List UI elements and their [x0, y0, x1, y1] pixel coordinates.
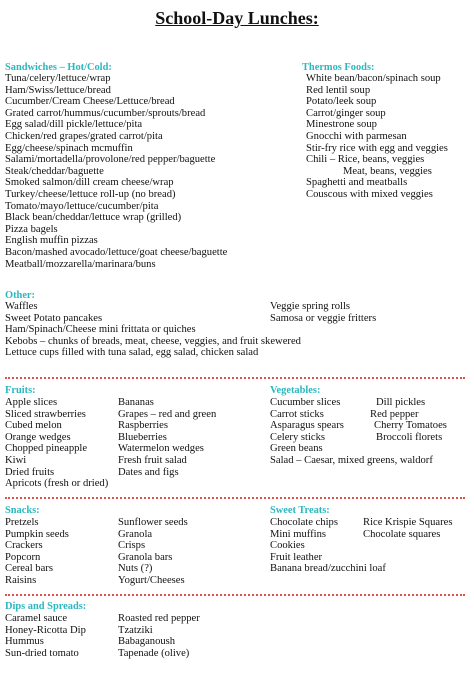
section-divider: [5, 377, 465, 379]
list-item: Blueberries: [118, 431, 167, 443]
section-divider: [5, 594, 465, 596]
list-item: Smoked salmon/dill cream cheese/wrap: [5, 177, 174, 189]
list-item: Mini muffins: [270, 528, 327, 540]
list-item: Minestrone soup: [306, 119, 377, 131]
list-item: Egg salad/dill pickle/lettuce/pita: [5, 119, 143, 131]
list-item: Salami/mortadella/provolone/red pepper/baguette: [5, 154, 216, 166]
list-item: Chili – Rice, beans, veggies: [306, 154, 425, 166]
dips-list-col1: [5, 613, 86, 659]
list-item: Yogurt/Cheeses: [118, 574, 185, 586]
list-item: Caramel sauce: [5, 613, 68, 624]
sandwiches-heading: Sandwiches – Hot/Cold:: [5, 62, 112, 73]
list-item: Crackers: [5, 540, 43, 552]
list-item: Sun-dried tomato: [5, 647, 79, 659]
list-item: Sweet Potato pancakes: [5, 312, 103, 324]
list-item: Rice Krispie Squares: [363, 517, 453, 528]
list-item: Pretzels: [5, 517, 39, 528]
list-item: Dates and figs: [118, 466, 179, 478]
vegetables-heading: Vegetables:: [270, 385, 321, 396]
list-item: Orange wedges: [5, 431, 71, 443]
sandwiches-list: [5, 73, 227, 270]
list-item: Pizza bagels: [5, 223, 58, 235]
list-item: Gnocchi with parmesan: [306, 130, 407, 142]
list-item: Egg/cheese/spinach mcmuffin: [5, 142, 133, 154]
list-item: Cereal bars: [5, 563, 53, 575]
list-item: Tomato/mayo/lettuce/cucumber/pita: [5, 200, 159, 212]
list-item: Sliced strawberries: [5, 408, 86, 420]
other-lines: [5, 324, 301, 359]
list-item: Ham/Spinach/Cheese mini frittata or quiches: [5, 324, 196, 335]
list-item: Crisps: [118, 540, 146, 552]
list-item: Couscous with mixed veggies: [306, 188, 433, 200]
list-item: Carrot/ginger soup: [306, 107, 386, 119]
list-item: Banana bread/zucchini loaf: [270, 563, 386, 575]
list-item: Fresh fruit salad: [118, 454, 187, 466]
list-item: Meatball/mozzarella/marinara/buns: [5, 258, 156, 270]
list-item: Meat, beans, veggies: [343, 165, 432, 177]
snacks-heading: Snacks:: [5, 505, 40, 516]
list-item: Cubed melon: [5, 420, 62, 432]
list-item: Hummus: [5, 636, 44, 648]
list-item: Veggie spring rolls: [270, 301, 351, 312]
list-item: Grated carrot/hummus/cucumber/sprouts/bread: [5, 107, 206, 119]
list-item: Red lentil soup: [306, 84, 371, 96]
list-item: Asparagus spears: [270, 420, 344, 432]
list-item: Salad – Caesar, mixed greens, waldorf: [270, 455, 433, 466]
list-item: Grapes – red and green: [118, 408, 217, 420]
list-item: Pumpkin seeds: [5, 528, 69, 540]
list-item: Broccoli florets: [376, 431, 443, 443]
snacks-list-col1: [5, 517, 69, 587]
list-item: Raisins: [5, 574, 37, 586]
list-item: Cherry Tomatoes: [374, 420, 447, 432]
snacks-list-col2: [118, 517, 188, 587]
list-item: Apple slices: [5, 397, 58, 408]
list-item: Turkey/cheese/lettuce roll-up (no bread): [5, 188, 176, 200]
vegetables-list-col1: [270, 397, 344, 455]
list-item: Bacon/mashed avocado/lettuce/goat cheese/baguette: [5, 246, 228, 258]
list-item: Cookies: [270, 540, 305, 552]
list-item: Carrot sticks: [270, 408, 324, 420]
list-item: Raspberries: [118, 420, 169, 432]
list-item: Spaghetti and meatballs: [306, 177, 408, 189]
other-right-list: [270, 301, 376, 324]
list-item: White bean/bacon/spinach soup: [306, 73, 441, 84]
thermos-list: [306, 73, 448, 201]
list-item: Lettuce cups filled with tuna salad, egg salad, chicken salad: [5, 347, 259, 359]
list-item: Dill pickles: [376, 397, 426, 408]
list-item: Waffles: [5, 301, 38, 312]
list-item: Kebobs – chunks of breads, meat, cheese, veggies, and fruit skewered: [5, 335, 301, 347]
list-item: Roasted red pepper: [118, 613, 200, 624]
section-divider: [5, 497, 465, 499]
dips-heading: Dips and Spreads:: [5, 601, 87, 612]
list-item: Tuna/celery/lettuce/wrap: [5, 73, 111, 84]
other-left-list: [5, 301, 102, 324]
list-item: Potato/leek soup: [306, 96, 377, 108]
list-item: Babaganoush: [118, 636, 176, 648]
list-item: Cucumber/Cream Cheese/Lettuce/bread: [5, 96, 175, 108]
fruits-list-col1: [5, 397, 108, 490]
list-item: Chocolate chips: [270, 517, 338, 528]
list-item: Granola bars: [118, 551, 173, 563]
list-item: Granola: [118, 528, 153, 540]
list-item: English muffin pizzas: [5, 235, 98, 247]
list-item: Chocolate squares: [363, 528, 441, 540]
dips-list-col2: [118, 613, 200, 659]
list-item: Black bean/cheddar/lettuce wrap (grilled): [5, 212, 182, 224]
list-item: Celery sticks: [270, 431, 326, 443]
list-item: Red pepper: [370, 408, 419, 420]
list-item: Bananas: [118, 397, 154, 408]
list-item: Apricots (fresh or dried): [5, 478, 109, 490]
fruits-heading: Fruits:: [5, 385, 36, 396]
list-item: Watermelon wedges: [118, 443, 204, 455]
other-heading: Other:: [5, 290, 36, 301]
fruits-list-col2: [118, 397, 216, 478]
list-item: Stir-fry rice with egg and veggies: [306, 142, 448, 154]
list-item: Samosa or veggie fritters: [270, 312, 377, 324]
vegetables-salad: [270, 455, 433, 467]
list-item: Green beans: [270, 443, 323, 455]
list-item: Chopped pineapple: [5, 443, 88, 455]
list-item: Sunflower seeds: [118, 517, 188, 528]
list-item: Dried fruits: [5, 466, 55, 478]
list-item: Cucumber slices: [270, 397, 341, 408]
list-item: Popcorn: [5, 551, 41, 563]
list-item: Nuts (?): [118, 563, 153, 575]
list-item: Fruit leather: [270, 551, 323, 563]
thermos-heading: Thermos Foods:: [302, 62, 375, 73]
page-title: School-Day Lunches:: [155, 8, 319, 28]
list-item: Honey-Ricotta Dip: [5, 624, 86, 636]
list-item: Steak/cheddar/baguette: [5, 165, 104, 177]
list-item: Ham/Swiss/lettuce/bread: [5, 84, 111, 96]
treats-list-col2: [363, 517, 452, 540]
list-item: Kiwi: [5, 454, 27, 466]
list-item: Tzatziki: [118, 624, 153, 636]
list-item: Chicken/red grapes/grated carrot/pita: [5, 130, 163, 142]
vegetables-list-col2: [370, 397, 447, 443]
list-item: Tapenade (olive): [118, 647, 190, 659]
treats-heading: Sweet Treats:: [270, 505, 330, 516]
